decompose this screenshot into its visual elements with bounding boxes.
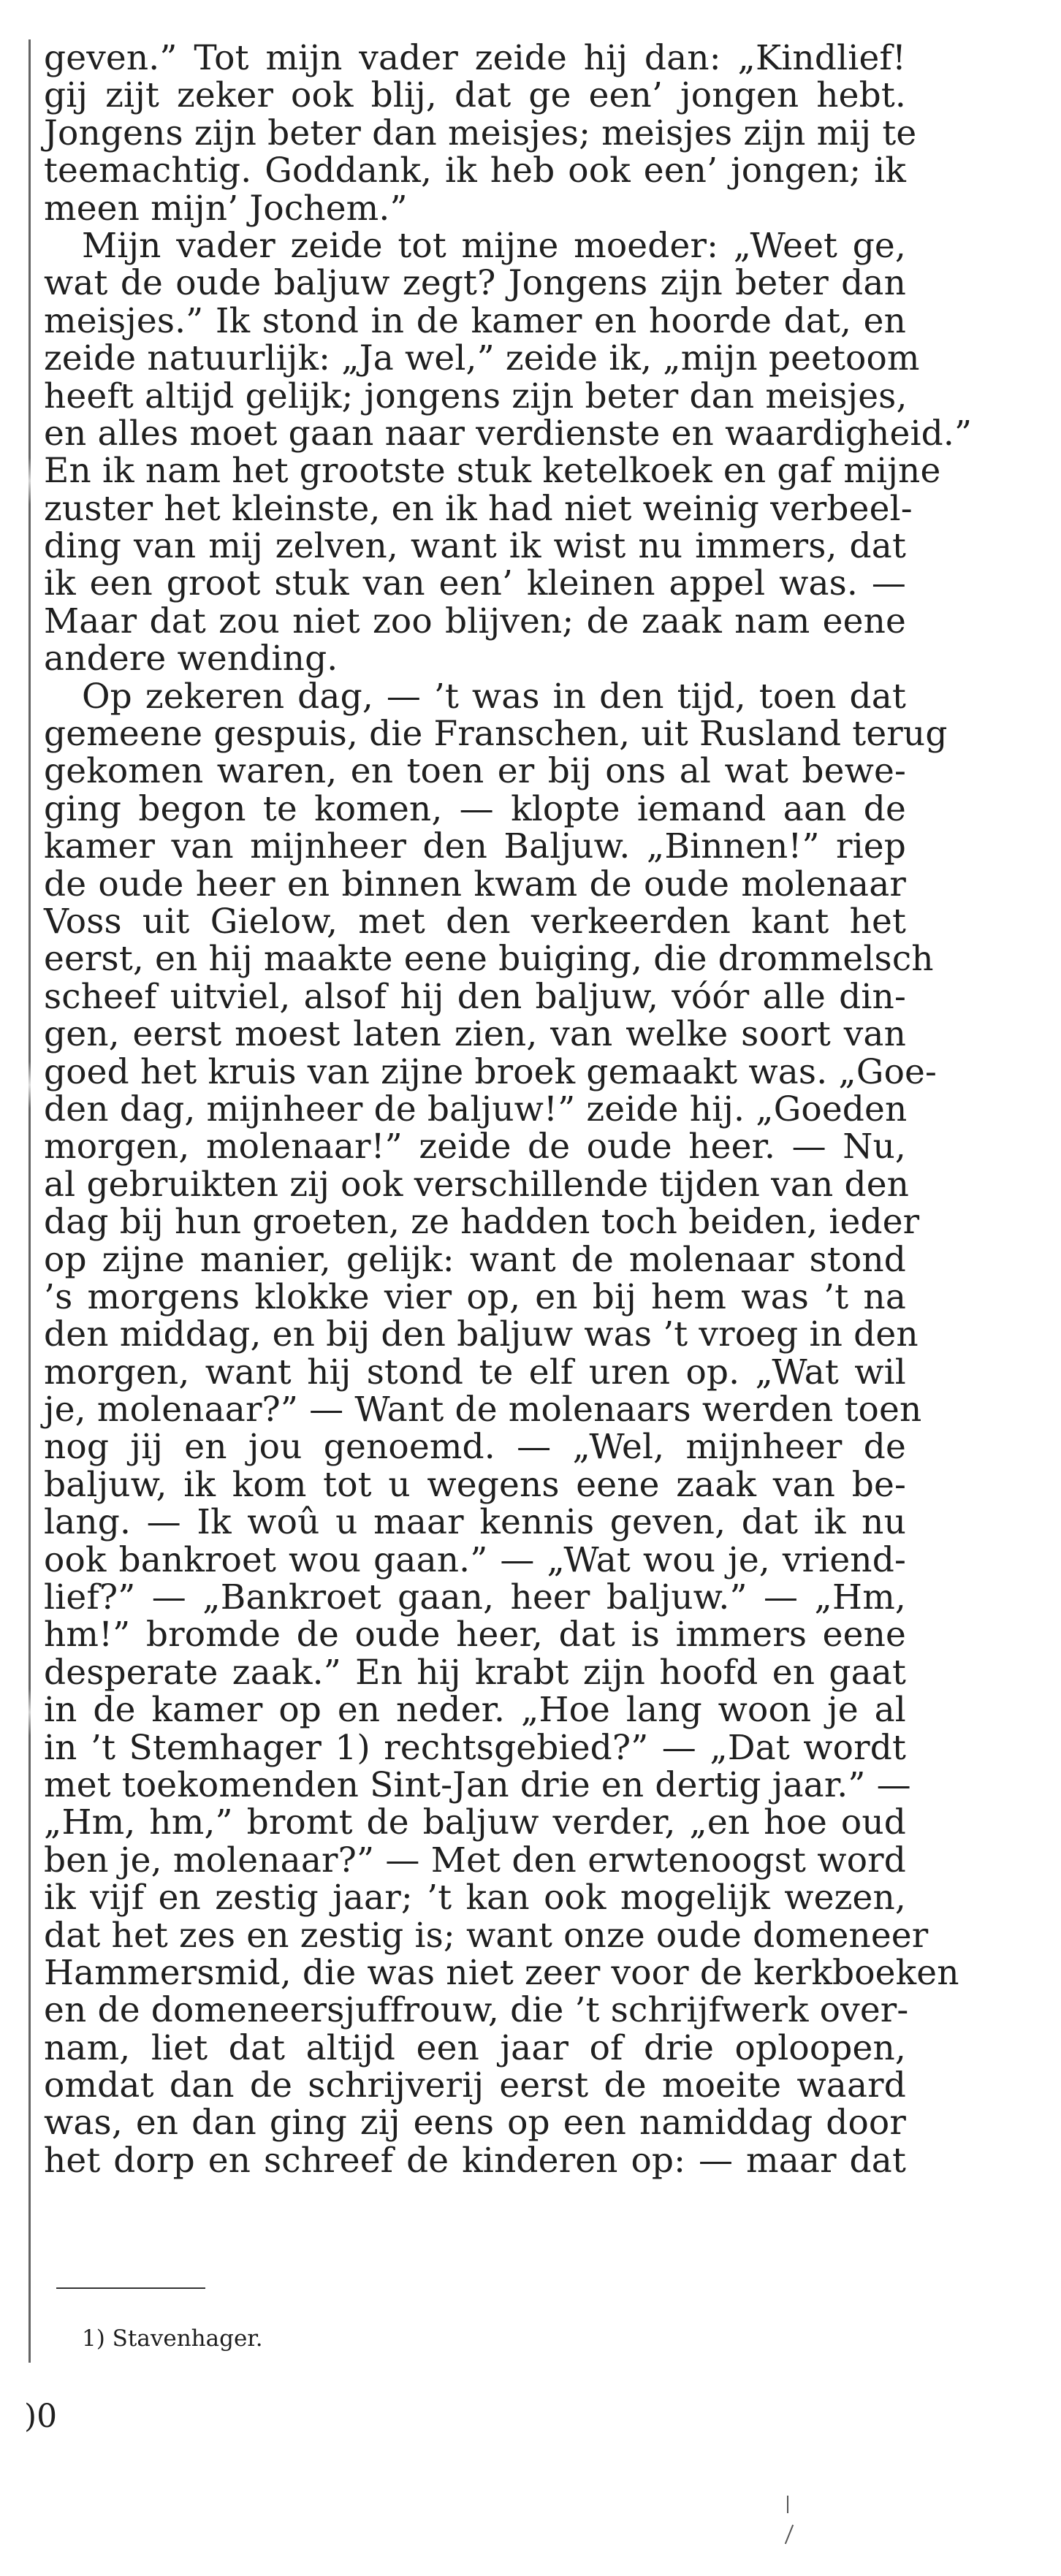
body-text — [44, 38, 973, 2181]
text-line: Op zekeren dag, — ’t was in den tijd, toen dat — [82, 676, 906, 717]
text-line: goed het kruis van zijne broek gemaakt was. „Goe- — [44, 1051, 938, 1092]
text-line: Voss uit Gielow, met den verkeerden kant het — [44, 901, 906, 942]
text-line: kamer van mijnheer den Baljuw. „Binnen!” riep — [44, 826, 906, 867]
text-line: lief?” — „Bankroet gaan, heer baljuw.” — „Hm, — [44, 1577, 906, 1618]
text-line: hm!” bromde de oude heer, dat is immers eene — [44, 1615, 906, 1655]
scan-mark — [787, 2496, 788, 2513]
left-scan-rule — [28, 39, 31, 2363]
text-line: gekomen waren, en toen er bij ons al wat bewe- — [44, 751, 906, 792]
text-line: desperate zaak.” En hij krabt zijn hoofd en gaat — [44, 1652, 906, 1693]
page-number: )0 — [24, 2398, 58, 2435]
text-line: andere wending. — [44, 639, 338, 679]
text-line: heeft altijd gelijk; jongens zijn beter dan meisjes, — [44, 376, 908, 416]
text-line: gemeene gespuis, die Franschen, uit Rusland terug — [44, 714, 948, 755]
text-line: Jongens zijn beter dan meisjes; meisjes zijn mij te — [44, 113, 917, 153]
text-line: in de kamer op en neder. „Hoe lang woon je al — [44, 1690, 906, 1731]
text-line: zuster het kleinste, en ik had niet weinig verbeel- — [44, 488, 913, 529]
text-line: den middag, en bij den baljuw was ’t vroeg in den — [44, 1314, 919, 1355]
text-line: met toekomenden Sint-Jan drie en dertig jaar.” — — [44, 1764, 911, 1805]
text-line: dag bij hun groeten, ze hadden toch beiden, ieder — [44, 1202, 920, 1243]
text-line: ding van mij zelven, want ik wist nu immers, dat — [44, 526, 906, 567]
text-line: Maar dat zou niet zoo blijven; de zaak nam eene — [44, 601, 906, 641]
text-line: ben je, molenaar?” — Met den erwtenoogst word — [44, 1840, 906, 1880]
text-line: zeide natuurlijk: „Ja wel,” zeide ik, „mijn peetoom — [44, 338, 920, 379]
text-line: eerst, en hij maakte eene buiging, die drommelsch — [44, 939, 934, 980]
text-line: in ’t Stemhager 1) rechtsgebied?” — „Dat wordt — [44, 1727, 906, 1768]
text-line: en alles moet gaan naar verdienste en waardigheid.” — [44, 413, 973, 454]
text-line: meen mijn’ Jochem.” — [44, 188, 408, 229]
text-line: Hammersmid, die was niet zeer voor de kerkboeken — [44, 1952, 959, 1993]
text-line: ik een groot stuk van een’ kleinen appel was. — — [44, 563, 906, 604]
text-line: lang. — Ik woû u maar kennis geven, dat ik nu — [44, 1502, 906, 1543]
text-line: „Hm, hm,” bromt de baljuw verder, „en hoe oud — [44, 1802, 906, 1843]
text-line: meisjes.” Ik stond in de kamer en hoorde dat, en — [44, 300, 906, 341]
text-line: op zijne manier, gelijk: want de molenaar stond — [44, 1239, 906, 1280]
text-line: ging begon te komen, — klopte iemand aan de — [44, 788, 906, 829]
text-line: gen, eerst moest laten zien, van welke soort van — [44, 1014, 906, 1055]
text-line: omdat dan de schrijverij eerst de moeite waard — [44, 2065, 906, 2106]
text-line: gij zijt zeker ook blij, dat ge een’ jongen hebt. — [44, 75, 906, 116]
text-line: de oude heer en binnen kwam de oude molenaar — [44, 864, 906, 904]
text-line: den dag, mijnheer de baljuw!” zeide hij. „Goeden — [44, 1089, 908, 1129]
text-line: teemachtig. Goddank, ik heb ook een’ jongen; ik — [44, 150, 906, 191]
text-line: was, en dan ging zij eens op een namiddag door — [44, 2103, 906, 2144]
text-line: wat de oude baljuw zegt? Jongens zijn beter dan — [44, 263, 906, 304]
text-line: ik vijf en zestig jaar; ’t kan ook mogelijk wezen, — [44, 1878, 906, 1918]
text-line: ook bankroet wou gaan.” — „Wat wou je, vriend- — [44, 1539, 906, 1580]
text-line: het dorp en schreef de kinderen op: — maar dat — [44, 2140, 906, 2181]
text-line: morgen, want hij stond te elf uren op. „Wat wil — [44, 1352, 906, 1392]
text-line: en de domeneersjuffrouw, die ’t schrijfwerk over- — [44, 1990, 909, 2031]
text-line: al gebruikten zij ook verschillende tijden van den — [44, 1164, 910, 1205]
text-line: morgen, molenaar!” zeide de oude heer. — Nu, — [44, 1127, 906, 1167]
scan-mark — [785, 2525, 794, 2545]
text-line: je, molenaar?” — Want de molenaars werden toen — [44, 1390, 922, 1430]
text-line: ’s morgens klokke vier op, en bij hem was ’t na — [44, 1276, 906, 1317]
text-line: geven.” Tot mijn vader zeide hij dan: „Kindlief! — [44, 38, 906, 78]
text-line: En ik nam het grootste stuk ketelkoek en gaf mijne — [44, 451, 941, 492]
text-line: baljuw, ik kom tot u wegens eene zaak van be- — [44, 1464, 906, 1505]
text-line: nog jij en jou genoemd. — „Wel, mijnheer de — [44, 1427, 906, 1468]
text-line: dat het zes en zestig is; want onze oude domeneer — [44, 1915, 929, 1956]
text-line: Mijn vader zeide tot mijne moeder: „Weet ge, — [82, 225, 906, 266]
footnote-rule — [56, 2287, 205, 2289]
text-line: nam, liet dat altijd een jaar of drie oploopen, — [44, 2027, 906, 2068]
text-line: scheef uitviel, alsof hij den baljuw, vóór alle din- — [44, 976, 906, 1017]
footnote: 1) Stavenhager. — [82, 2325, 263, 2352]
